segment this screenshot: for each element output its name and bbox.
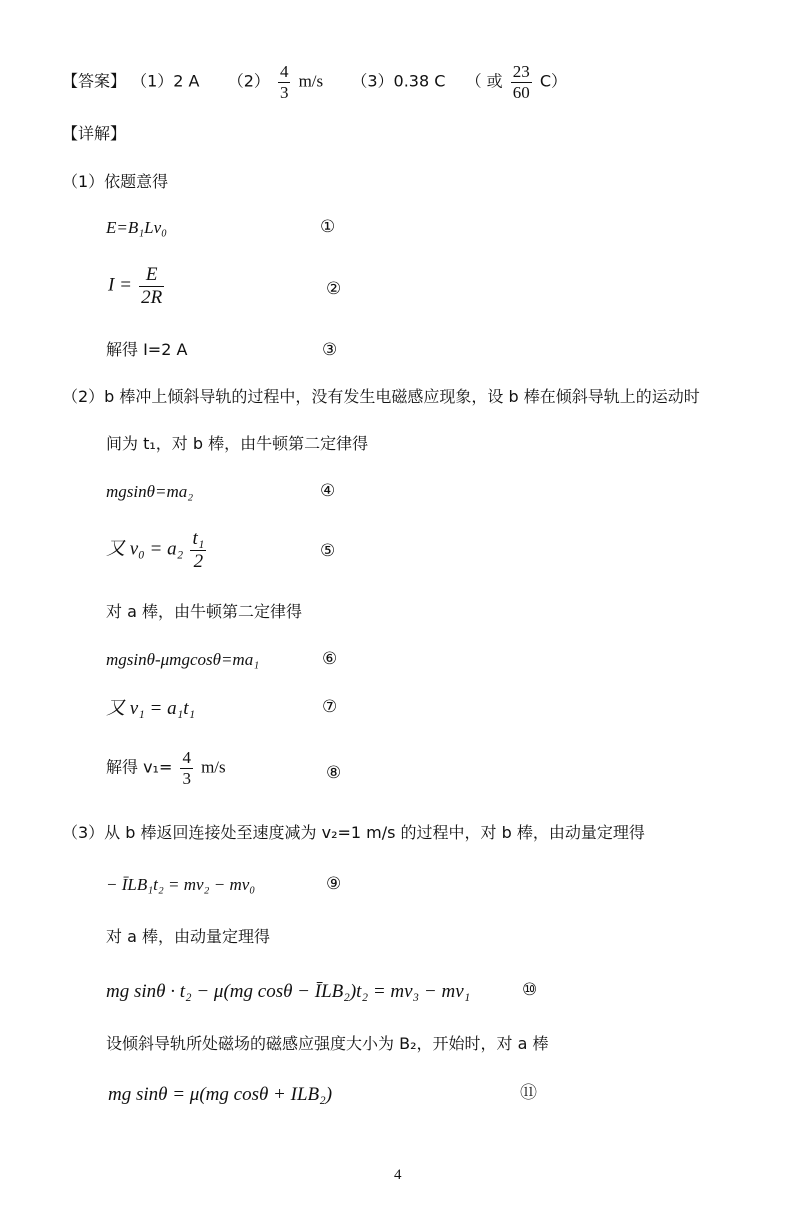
marker-3: ③ [322, 340, 338, 360]
marker-6: ⑥ [322, 649, 338, 669]
answer-part2-unit: m/s [298, 71, 324, 91]
answer-line [62, 62, 567, 102]
marker-7: ⑦ [322, 697, 338, 717]
marker-10: ⑩ [522, 980, 538, 1000]
marker-2: ② [326, 279, 342, 299]
marker-11: ⑪ [520, 1083, 537, 1103]
answer-part2-fraction: $\frac{4}{3}$ [279, 62, 289, 102]
part2-heading-a: （2）b 棒冲上倾斜导轨的过程中，没有发生电磁感应现象，设 b 棒在倾斜导轨上的运动时 [62, 387, 700, 406]
eq7: 又 v₁ = a₁t₁ [106, 698, 196, 719]
marker-1: ① [320, 217, 336, 237]
part2-text-a: 对 a 棒，由牛顿第二定律得 [106, 602, 302, 621]
answer-part2-prefix: （2） [227, 71, 270, 91]
eq3: 解得 I=2 A [106, 340, 188, 359]
answer-part3-or: （ 或 [465, 71, 503, 91]
marker-8: ⑧ [326, 763, 342, 783]
eq8: 解得 v₁= $\frac{4}{3}$ m/s [106, 748, 226, 788]
eq2: I = $\frac{E}{2R}$ [108, 264, 163, 308]
part3-text-a: 对 a 棒，由动量定理得 [106, 927, 270, 946]
eq5: 又 v₀ = a₂ $\frac{\text{t₁}}{2}$ [106, 528, 205, 572]
answer-part3-prefix: （3）0.38 C [351, 71, 446, 91]
part1-heading: （1）依题意得 [62, 172, 169, 191]
eq4: mgsinθ=ma₂ [106, 482, 194, 501]
marker-9: ⑨ [326, 874, 342, 894]
eq6: mgsinθ-μmgcosθ=ma₁ [106, 650, 260, 669]
answer-part3-fraction: $\frac{23}{60}$ [512, 62, 530, 102]
part2-heading-b: 间为 t₁，对 b 棒，由牛顿第二定律得 [106, 434, 369, 453]
eq5-fraction: $\frac{\text{t₁}}{2}$ [192, 528, 205, 572]
answer-part3-unit: C） [539, 71, 568, 91]
part3-text-b: 设倾斜导轨所处磁场的磁感应强度大小为 B₂，开始时，对 a 棒 [106, 1034, 549, 1053]
eq8-fraction: $\frac{4}{3}$ [182, 748, 191, 788]
marker-4: ④ [320, 481, 336, 501]
eq9: − ĪLB₁t₂ = mv₂ − mv₀ [106, 875, 256, 894]
eq2-fraction: $\frac{E}{2R}$ [141, 264, 163, 308]
part3-heading: （3）从 b 棒返回连接处至速度减为 v₂=1 m/s 的过程中，对 b 棒，由动量定理得 [62, 823, 645, 842]
page-number: 4 [394, 1167, 402, 1183]
eq10: mg sinθ · t₂ − μ(mg cosθ − ĪLB₂)t₂ = mv₃ − mv₁ [106, 981, 471, 1002]
marker-5: ⑤ [320, 541, 336, 561]
detail-label: 【详解】 [62, 124, 127, 143]
answer-part1: （1）2 A [131, 71, 200, 91]
answer-label: 【答案】 [62, 71, 127, 91]
eq11: mg sinθ = μ(mg cosθ + ILB₂) [108, 1084, 333, 1105]
eq1: E=B₁Lv₀ [106, 218, 168, 237]
